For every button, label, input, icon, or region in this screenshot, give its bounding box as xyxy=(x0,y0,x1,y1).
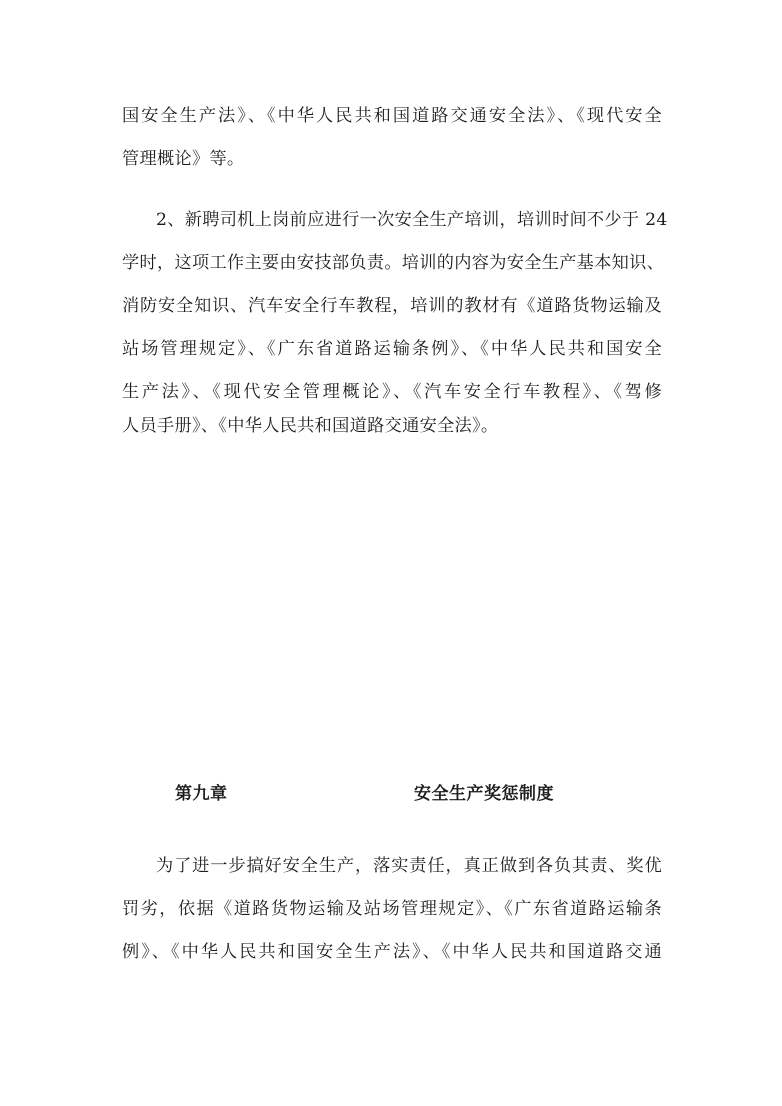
text-line: 学时，这项工作主要由安技部负责。培训的内容为安全生产基本知识、 xyxy=(122,253,665,273)
chapter-title: 安全生产奖惩制度 xyxy=(414,784,554,804)
text-line: 罚劣，依据《道路货物运输及站场管理规定》、《广东省道路运输条 xyxy=(122,899,662,919)
chapter-number: 第九章 xyxy=(175,784,228,804)
text-line: 消防安全知识、汽车安全行车教程，培训的教材有《道路货物运输及 xyxy=(122,296,662,316)
text-line: 管理概论》等。 xyxy=(122,149,245,169)
text-line: 2、新聘司机上岗前应进行一次安全生产培训，培训时间不少于 24 xyxy=(156,210,668,230)
text-line: 人员手册》、《中华人民共和国道路交通安全法》。 xyxy=(122,416,499,436)
text-line: 例》、《中华人民共和国安全生产法》、《中华人民共和国道路交通 xyxy=(122,942,662,962)
text-line: 为了进一步搞好安全生产，落实责任，真正做到各负其责、奖优 xyxy=(156,856,662,876)
text-line: 生产法》、《现代安全管理概论》、《汽车安全行车教程》、《驾修 xyxy=(122,382,662,402)
text-line: 站场管理规定》、《广东省道路运输条例》、《中华人民共和国安全 xyxy=(122,339,662,359)
text-line: 国安全生产法》、《中华人民共和国道路交通安全法》、《现代安全 xyxy=(122,106,662,126)
